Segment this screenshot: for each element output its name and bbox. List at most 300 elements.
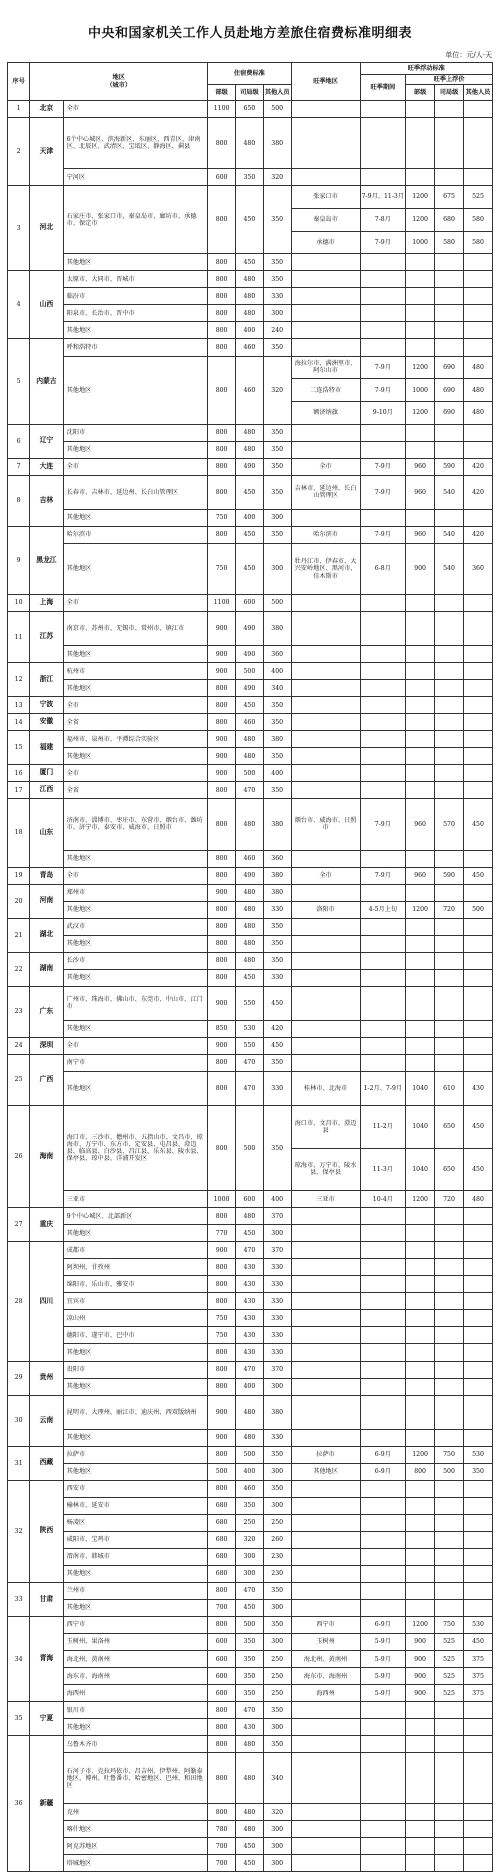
minister-rate-cell: 800 [208,1378,236,1395]
peak-minister-cell [406,850,435,867]
minister-rate-cell: 800 [208,935,236,952]
minister-rate-cell: 800 [208,254,236,271]
peak-bureau-cell [435,509,464,526]
peak-other-cell [463,1293,492,1310]
peak-period-cell [360,1702,406,1719]
area-cell: 全市 [63,595,208,612]
peak-minister-cell [406,441,435,458]
table-row [8,1565,493,1582]
peak-other-cell [463,884,492,901]
seq-cell: 5 [8,339,30,424]
other-rate-cell: 360 [263,646,291,663]
peak-period-cell [360,305,406,322]
seq-cell: 21 [8,918,30,952]
minister-rate-cell: 1000 [208,1191,236,1208]
peak-other-cell [463,935,492,952]
province-cell: 吉林 [30,475,63,526]
peak-area-cell [291,305,360,322]
province-cell: 福建 [30,731,63,765]
peak-area-cell [291,918,360,935]
peak-period-cell: 7-9月 [360,231,406,254]
peak-other-cell [463,1838,492,1855]
peak-bureau-cell [435,1208,464,1225]
table-row [8,969,493,986]
peak-bureau-cell: 750 [435,1617,464,1634]
area-cell: 6个中心城区、滨海新区、东丽区、西青区、津南区、北辰区、武清区、宝坻区、静海区、蓟县 [63,118,208,169]
area-cell: 南宁市 [63,1054,208,1071]
minister-rate-cell: 800 [208,969,236,986]
peak-bureau-cell [435,1548,464,1565]
minister-rate-cell: 800 [208,526,236,543]
table-row [8,595,493,612]
table-row [8,1838,493,1855]
peak-bureau-cell: 750 [435,1446,464,1463]
peak-bureau-cell: 690 [435,379,464,402]
peak-area-cell [291,952,360,969]
peak-period-cell [360,1327,406,1344]
table-row [8,1599,493,1616]
area-cell: 其他地区 [63,935,208,952]
other-rate-cell: 300 [263,305,291,322]
peak-bureau-cell [435,1429,464,1446]
seq-cell: 20 [8,884,30,918]
other-rate-cell: 500 [263,595,291,612]
peak-other-cell: 420 [463,526,492,543]
peak-bureau-cell [435,1497,464,1514]
other-rate-cell: 350 [263,526,291,543]
header-peak-period: 旺季期间 [360,75,406,101]
peak-bureau-cell [435,850,464,867]
peak-bureau-cell [435,1259,464,1276]
peak-other-cell [463,748,492,765]
other-rate-cell: 330 [263,969,291,986]
table-header [8,63,493,101]
peak-other-cell [463,1719,492,1736]
province-cell: 北京 [30,101,63,118]
seq-cell: 22 [8,952,30,986]
peak-bureau-cell [435,782,464,799]
bureau-rate-cell: 460 [236,356,264,424]
other-rate-cell: 330 [263,1327,291,1344]
peak-bureau-cell [435,680,464,697]
minister-rate-cell: 800 [208,186,236,254]
minister-rate-cell: 800 [208,118,236,169]
peak-area-cell [291,969,360,986]
bureau-rate-cell: 430 [236,1276,264,1293]
area-cell: 海口市、三沙市、儋州市、五指山市、文昌市、琼海市、万宁市、东方市、定安县、屯昌县、澄迈县、临高县、白沙县、昌江县、乐东县、陵水县、保亭县、琼中县、洋浦开发区 [63,1106,208,1191]
peak-other-cell: 525 [463,186,492,209]
seq-cell: 4 [8,271,30,339]
peak-minister-cell: 1200 [406,186,435,209]
peak-other-cell [463,969,492,986]
peak-other-cell: 500 [463,901,492,918]
other-rate-cell: 300 [263,1497,291,1514]
other-rate-cell: 300 [263,1634,291,1651]
other-rate-cell: 350 [263,1736,291,1753]
peak-other-cell [463,1037,492,1054]
peak-area-cell [291,646,360,663]
table-row [8,731,493,748]
peak-bureau-cell [435,1719,464,1736]
bureau-rate-cell: 350 [236,1634,264,1651]
peak-bureau-cell [435,1310,464,1327]
header-standard: 住宿费标准 [208,63,291,85]
other-rate-cell: 400 [263,663,291,680]
peak-area-cell [291,1821,360,1838]
peak-area-cell: 海西州 [291,1685,360,1702]
other-rate-cell: 240 [263,322,291,339]
peak-period-cell: 9-10月 [360,401,406,424]
bureau-rate-cell: 480 [236,935,264,952]
other-rate-cell: 250 [263,1651,291,1668]
peak-other-cell [463,271,492,288]
other-rate-cell: 260 [263,1531,291,1548]
area-cell: 其他地区 [63,1719,208,1736]
peak-period-cell [360,646,406,663]
table-row [8,867,493,884]
area-cell: 西安市 [63,1480,208,1497]
table-row [8,1702,493,1719]
peak-bureau-cell: 720 [435,1191,464,1208]
peak-minister-cell [406,305,435,322]
peak-bureau-cell [435,612,464,646]
table-row [8,1617,493,1634]
peak-area-cell [291,765,360,782]
area-cell: 成都市 [63,1242,208,1259]
area-cell: 其他地区 [63,748,208,765]
peak-area-cell [291,850,360,867]
other-rate-cell: 350 [263,1106,291,1191]
province-cell: 重庆 [30,1208,63,1242]
other-rate-cell: 300 [263,1463,291,1480]
bureau-rate-cell: 480 [236,1753,264,1804]
province-cell: 江苏 [30,612,63,663]
bureau-rate-cell: 460 [236,339,264,356]
other-rate-cell: 300 [263,1838,291,1855]
minister-rate-cell: 800 [208,782,236,799]
table-row [8,680,493,697]
peak-minister-cell: 1200 [406,1446,435,1463]
peak-area-cell [291,1225,360,1242]
peak-other-cell: 420 [463,475,492,509]
bureau-rate-cell: 450 [236,543,264,594]
other-rate-cell: 370 [263,1361,291,1378]
minister-rate-cell: 900 [208,612,236,646]
peak-minister-cell [406,1565,435,1582]
other-rate-cell: 350 [263,441,291,458]
peak-bureau-cell: 610 [435,1071,464,1105]
minister-rate-cell: 800 [208,339,236,356]
table-row [8,1293,493,1310]
peak-area-cell: 牡丹江市、伊春市、大兴安岭地区、黑河市、佳木斯市 [291,543,360,594]
area-cell: 塔城地区 [63,1855,208,1872]
peak-other-cell [463,1565,492,1582]
peak-area-cell [291,1531,360,1548]
peak-area-cell [291,118,360,169]
peak-period-cell: 7-9月 [360,458,406,475]
peak-other-cell [463,714,492,731]
other-rate-cell: 350 [263,254,291,271]
area-cell: 其他地区 [63,1071,208,1105]
other-rate-cell: 380 [263,884,291,901]
other-rate-cell: 300 [263,1855,291,1872]
minister-rate-cell: 600 [208,1668,236,1685]
table-row [8,1106,493,1149]
peak-period-cell [360,1480,406,1497]
table-row [8,1651,493,1668]
lodging-standard-table [7,62,493,1872]
other-rate-cell: 500 [263,101,291,118]
table-row [8,1378,493,1395]
peak-period-cell [360,1361,406,1378]
province-cell: 陕西 [30,1480,63,1582]
province-cell: 广西 [30,1054,63,1105]
peak-minister-cell [406,1736,435,1753]
peak-other-cell: 375 [463,1685,492,1702]
table-row [8,850,493,867]
minister-rate-cell: 800 [208,714,236,731]
peak-area-cell [291,612,360,646]
table-row [8,1259,493,1276]
bureau-rate-cell: 450 [236,697,264,714]
peak-other-cell [463,731,492,748]
other-rate-cell: 380 [263,867,291,884]
area-cell: 其他地区 [63,1565,208,1582]
peak-bureau-cell [435,731,464,748]
bureau-rate-cell: 650 [236,101,264,118]
peak-period-cell: 7-9月 [360,867,406,884]
peak-minister-cell [406,935,435,952]
table-row [8,1736,493,1753]
province-cell: 云南 [30,1395,63,1446]
peak-minister-cell: 900 [406,1685,435,1702]
peak-period-cell: 7-9月 [360,356,406,379]
province-cell: 青海 [30,1617,63,1702]
peak-period-cell [360,765,406,782]
peak-bureau-cell: 590 [435,458,464,475]
area-cell: 榆林市、延安市 [63,1497,208,1514]
minister-rate-cell: 800 [208,305,236,322]
other-rate-cell: 350 [263,1702,291,1719]
peak-bureau-cell [435,441,464,458]
peak-bureau-cell [435,1514,464,1531]
peak-period-cell [360,1054,406,1071]
peak-period-cell [360,339,406,356]
minister-rate-cell: 780 [208,1821,236,1838]
peak-bureau-cell: 680 [435,208,464,231]
table-row [8,1327,493,1344]
area-cell: 其他地区 [63,1344,208,1361]
area-cell: 渭南市、韩城市 [63,1548,208,1565]
table-row [8,1344,493,1361]
peak-minister-cell [406,1276,435,1293]
peak-period-cell [360,952,406,969]
peak-period-cell [360,850,406,867]
header-seq: 序号 [8,63,30,101]
peak-other-cell: 430 [463,1071,492,1105]
minister-rate-cell: 680 [208,1514,236,1531]
table-row [8,1753,493,1804]
peak-other-cell [463,1208,492,1225]
peak-bureau-cell [435,986,464,1020]
peak-other-cell [463,118,492,169]
bureau-rate-cell: 470 [236,1242,264,1259]
peak-area-cell [291,595,360,612]
other-rate-cell: 300 [263,1599,291,1616]
area-cell: 西宁市 [63,1617,208,1634]
province-cell: 甘肃 [30,1582,63,1616]
peak-other-cell [463,1531,492,1548]
bureau-rate-cell: 470 [236,1361,264,1378]
bureau-rate-cell: 430 [236,1719,264,1736]
peak-other-cell [463,1582,492,1599]
peak-other-cell: 450 [463,1106,492,1149]
minister-rate-cell: 680 [208,1531,236,1548]
peak-area-cell [291,1259,360,1276]
peak-area-cell: 玉树州 [291,1634,360,1651]
other-rate-cell: 350 [263,748,291,765]
bureau-rate-cell: 480 [236,424,264,441]
province-cell: 湖北 [30,918,63,952]
peak-area-cell [291,1736,360,1753]
peak-other-cell [463,1497,492,1514]
peak-bureau-cell: 540 [435,475,464,509]
unit-note: 单位：元/人·天 [445,51,492,59]
peak-area-cell [291,663,360,680]
peak-other-cell [463,441,492,458]
peak-minister-cell [406,680,435,697]
peak-other-cell: 420 [463,458,492,475]
other-rate-cell: 350 [263,1617,291,1634]
peak-other-cell: 480 [463,379,492,402]
area-cell: 郑州市 [63,884,208,901]
peak-period-cell [360,1344,406,1361]
peak-bureau-cell: 525 [435,1685,464,1702]
peak-minister-cell [406,697,435,714]
peak-bureau-cell [435,1293,464,1310]
other-rate-cell: 300 [263,509,291,526]
peak-period-cell [360,1599,406,1616]
other-rate-cell: 330 [263,901,291,918]
table-row [8,697,493,714]
province-cell: 内蒙古 [30,339,63,424]
peak-period-cell: 6-9月 [360,1617,406,1634]
area-cell: 其他地区 [63,322,208,339]
peak-minister-cell [406,1361,435,1378]
area-cell: 凉山州 [63,1310,208,1327]
peak-other-cell [463,1429,492,1446]
peak-minister-cell [406,169,435,186]
minister-rate-cell: 800 [208,867,236,884]
peak-period-cell [360,680,406,697]
peak-minister-cell [406,509,435,526]
peak-period-cell [360,1531,406,1548]
table-row [8,1548,493,1565]
minister-rate-cell: 800 [208,356,236,424]
peak-other-cell [463,424,492,441]
peak-bureau-cell [435,697,464,714]
bureau-rate-cell: 550 [236,1037,264,1054]
bureau-rate-cell: 480 [236,748,264,765]
header-peak-bureau: 司局级 [435,85,464,101]
table-row [8,799,493,850]
area-cell: 太原市、大同市、晋城市 [63,271,208,288]
area-cell: 全省 [63,782,208,799]
minister-rate-cell: 800 [208,1480,236,1497]
peak-period-cell [360,1804,406,1821]
bureau-rate-cell: 500 [236,765,264,782]
area-cell: 全市 [63,101,208,118]
peak-area-cell [291,254,360,271]
bureau-rate-cell: 500 [236,1617,264,1634]
peak-bureau-cell: 590 [435,867,464,884]
peak-bureau-cell [435,424,464,441]
peak-other-cell [463,1276,492,1293]
area-cell: 长春市、吉林市、延边州、长白山管理区 [63,475,208,509]
peak-other-cell: 450 [463,799,492,850]
other-rate-cell: 350 [263,475,291,509]
bureau-rate-cell: 480 [236,288,264,305]
other-rate-cell: 230 [263,1548,291,1565]
bureau-rate-cell: 400 [236,1378,264,1395]
peak-other-cell [463,1327,492,1344]
table-row [8,748,493,765]
peak-other-cell [463,850,492,867]
peak-area-cell [291,339,360,356]
peak-area-cell: 吉林市、延边州、长白山管理区 [291,475,360,509]
seq-cell: 31 [8,1446,30,1480]
bureau-rate-cell: 450 [236,1225,264,1242]
peak-area-cell: 张家口市 [291,186,360,209]
peak-other-cell [463,1821,492,1838]
table-row [8,884,493,901]
other-rate-cell: 330 [263,1310,291,1327]
peak-area-cell [291,1548,360,1565]
table-row [8,339,493,356]
province-cell: 贵州 [30,1361,63,1395]
peak-minister-cell [406,1310,435,1327]
peak-area-cell: 海口市、文昌市、澄迈县 [291,1106,360,1149]
area-cell: 宜宾市 [63,1293,208,1310]
peak-bureau-cell [435,1582,464,1599]
peak-bureau-cell [435,918,464,935]
bureau-rate-cell: 500 [236,1446,264,1463]
minister-rate-cell: 800 [208,1344,236,1361]
bureau-rate-cell: 450 [236,475,264,509]
peak-minister-cell [406,1020,435,1037]
area-cell: 其他地区 [63,901,208,918]
seq-cell: 16 [8,765,30,782]
minister-rate-cell: 800 [208,952,236,969]
peak-area-cell: 洛阳市 [291,901,360,918]
other-rate-cell: 300 [263,1719,291,1736]
other-rate-cell: 450 [263,1037,291,1054]
peak-period-cell [360,884,406,901]
bureau-rate-cell: 450 [236,969,264,986]
bureau-rate-cell: 480 [236,1208,264,1225]
minister-rate-cell: 900 [208,765,236,782]
peak-minister-cell: 800 [406,1463,435,1480]
peak-other-cell: 450 [463,867,492,884]
minister-rate-cell: 800 [208,697,236,714]
bureau-rate-cell: 480 [236,1395,264,1429]
peak-minister-cell [406,986,435,1020]
peak-area-cell [291,441,360,458]
table-row [8,1446,493,1463]
minister-rate-cell: 800 [208,1361,236,1378]
peak-minister-cell [406,1259,435,1276]
peak-area-cell: 海东市、海南州 [291,1668,360,1685]
